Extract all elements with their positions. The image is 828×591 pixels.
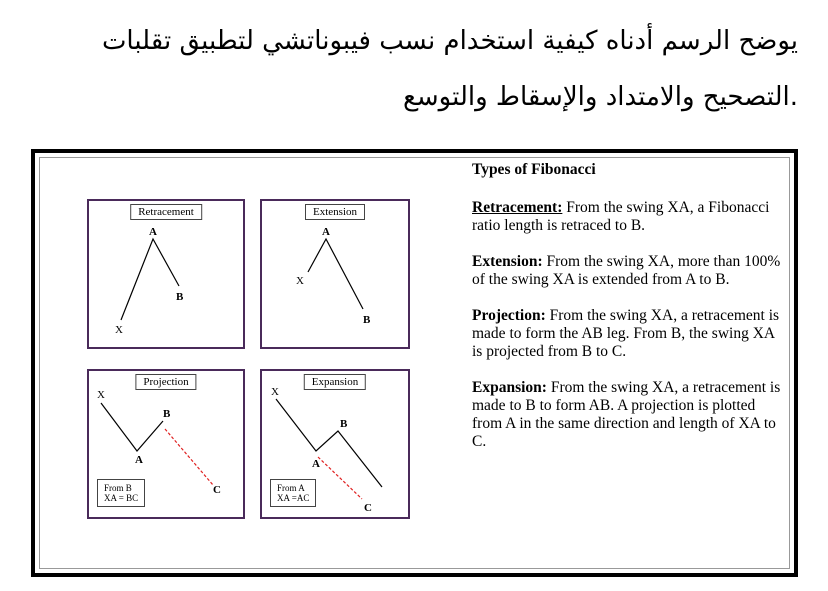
retracement-diagram <box>87 199 245 349</box>
definition-extension: From the swing XA, more than 100% of the swing XA is extended from A to B. <box>472 253 781 288</box>
retracement-point-a: A <box>149 226 157 238</box>
entry-expansion <box>472 379 787 451</box>
definition-projection: From the swing XA, a retracement is made to form the AB leg. From B, the swing XA is projected from B to C. <box>472 307 780 360</box>
expansion-point-c: C <box>364 502 372 514</box>
definition-retracement: From the swing XA, a Fibonacci ratio length is retraced to B. <box>472 199 770 234</box>
projection-point-x: X <box>97 389 105 401</box>
entry-retracement <box>472 199 787 235</box>
projection-title: Projection <box>135 374 196 390</box>
extension-swing-line <box>308 239 363 309</box>
retracement-point-b: B <box>176 291 184 303</box>
expansion-diagram <box>260 369 410 519</box>
projection-dashed-line <box>165 429 213 485</box>
projection-note: From B XA = BC <box>97 479 145 507</box>
projection-point-b: B <box>163 408 171 420</box>
expansion-point-b: B <box>340 418 348 430</box>
extension-diagram <box>260 199 410 349</box>
expansion-point-a: A <box>312 458 320 470</box>
extension-title: Extension <box>305 204 365 220</box>
retracement-point-x: X <box>115 324 123 336</box>
arabic-heading-line-2: .التصحيح والامتداد والإسقاط والتوسع <box>403 82 798 112</box>
projection-diagram <box>87 369 245 519</box>
definition-expansion: From the swing XA, a retracement is made to B to form AB. A projection is plotted from A in the same direction and length of XA to C. <box>472 379 781 450</box>
retracement-title: Retracement <box>130 204 202 220</box>
projection-point-c: C <box>213 484 221 496</box>
extension-point-x: X <box>296 275 304 287</box>
term-retracement: Retracement: <box>472 199 563 216</box>
expansion-swing-line <box>276 399 382 487</box>
expansion-title: Expansion <box>304 374 366 390</box>
panel-title: Types of Fibonacci <box>472 161 596 178</box>
fibonacci-text-panel <box>472 161 787 469</box>
extension-point-a: A <box>322 226 330 238</box>
extension-point-b: B <box>363 314 371 326</box>
arabic-heading-line-1: يوضح الرسم أدناه كيفية استخدام نسب فيبوناتشي لتطبيق تقلبات <box>101 26 798 56</box>
expansion-point-x: X <box>271 386 279 398</box>
expansion-note: From A XA =AC <box>270 479 316 507</box>
retracement-lines <box>89 201 243 347</box>
entry-projection <box>472 307 787 361</box>
term-projection: Projection: <box>472 307 546 324</box>
extension-lines <box>262 201 408 347</box>
retracement-swing-line <box>121 239 179 320</box>
projection-swing-line <box>101 403 163 451</box>
fibonacci-types-figure <box>31 149 798 577</box>
projection-point-a: A <box>135 454 143 466</box>
entry-extension <box>472 253 787 289</box>
term-extension: Extension: <box>472 253 543 270</box>
expansion-dashed-line <box>318 457 362 499</box>
term-expansion: Expansion: <box>472 379 547 396</box>
